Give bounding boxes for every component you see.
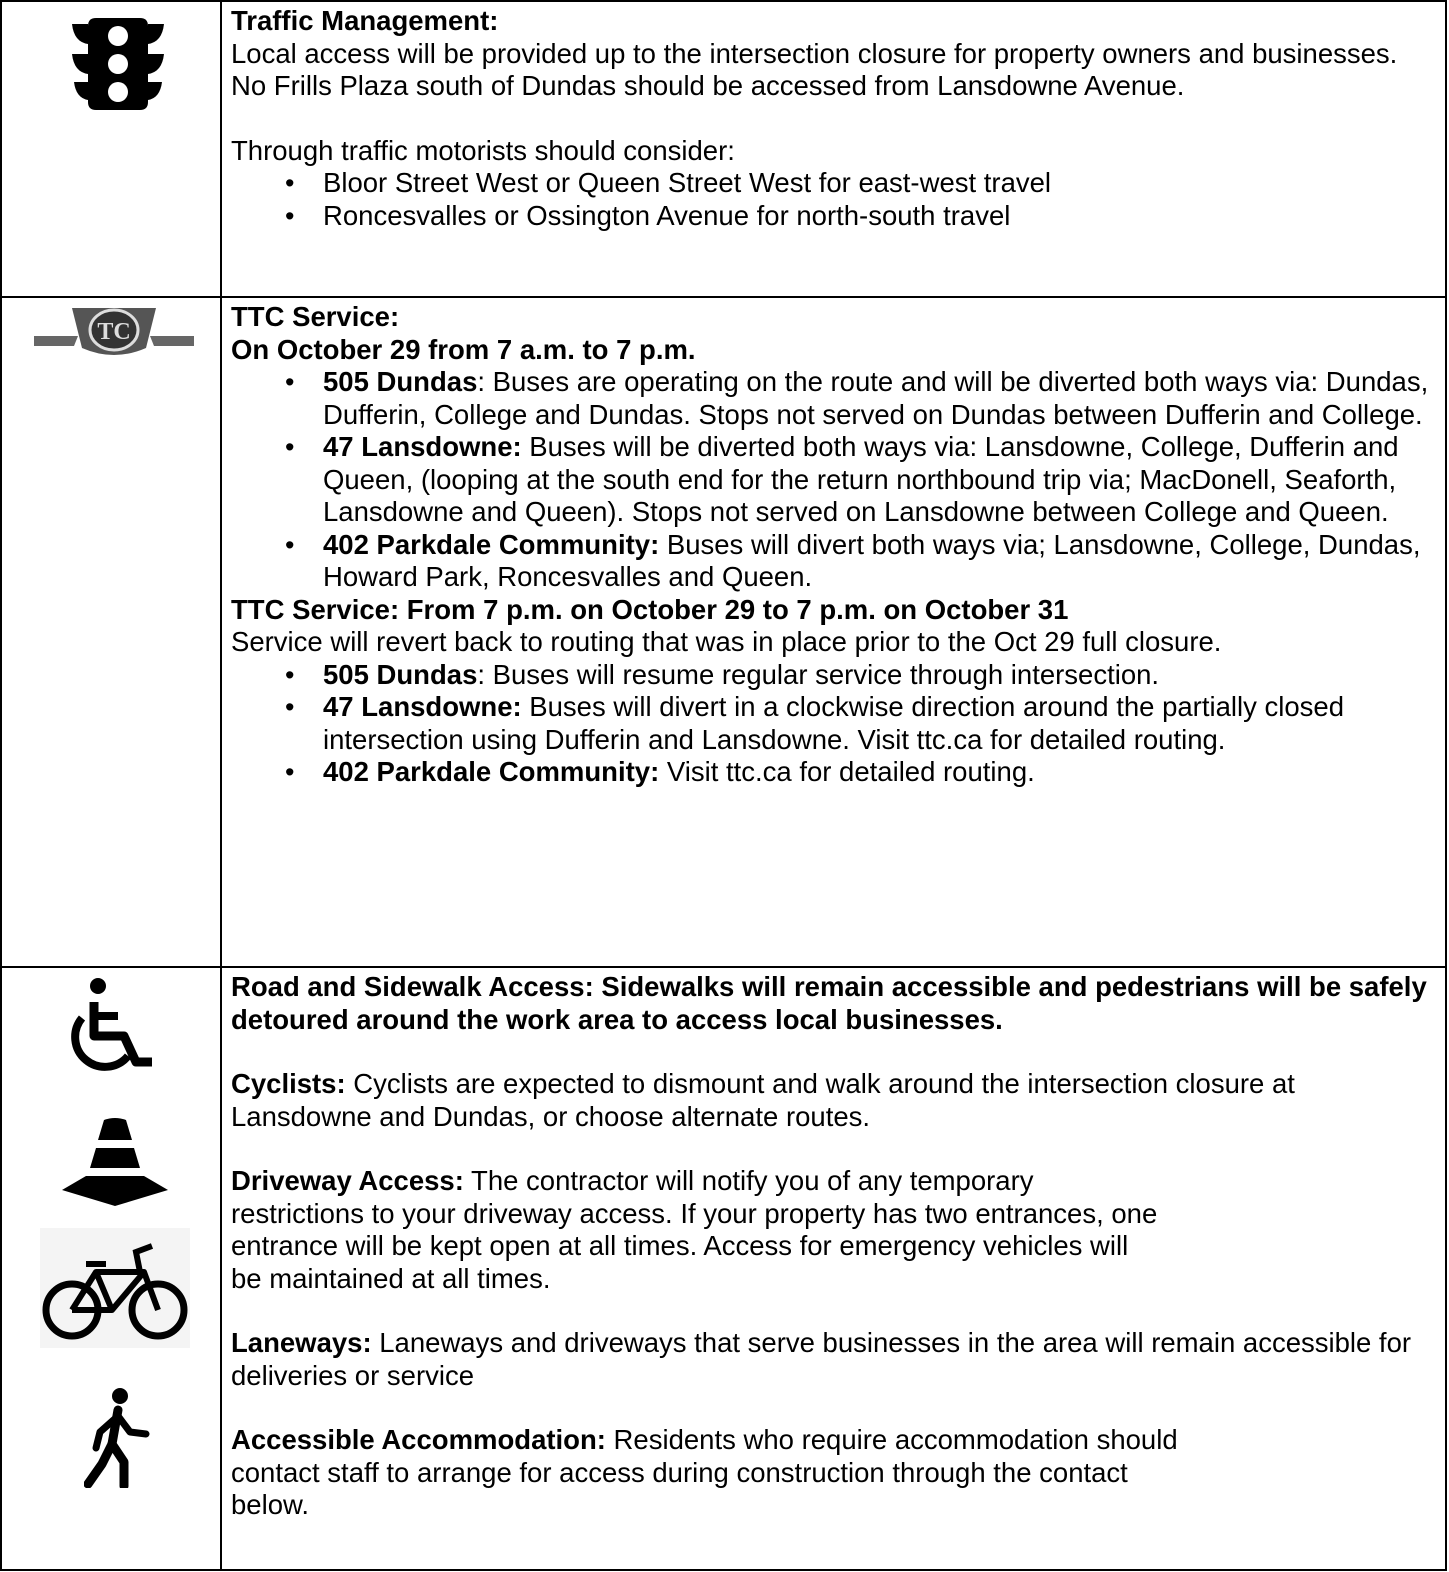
- bicycle-icon: [40, 1228, 190, 1348]
- ttc-list-2: [231, 659, 1437, 789]
- ttc-subheading-2: TTC Service: From 7 p.m. on October 29 to 7 p.m. on October 31: [231, 593, 1069, 625]
- accommodation-paragraph: Accessible Accommodation: Residents who require accommodation should contact staff to arrange for access during construction through the contact below.: [231, 1424, 1178, 1520]
- ttc-subheading-1: On October 29 from 7 a.m. to 7 p.m.: [231, 333, 696, 365]
- ttc-list-1: [231, 366, 1437, 594]
- access-content: [231, 971, 1437, 1522]
- ttc-revert-text: Service will revert back to routing that was in place prior to the Oct 29 full closure.: [231, 626, 1222, 657]
- ttc-heading: TTC Service:: [231, 301, 400, 332]
- list-item: • 47 Lansdowne: Buses will be diverted both ways via: Lansdowne, College, Dufferin and Queen, (looping at the south end for the return northbound trip via; MacDonell, Seaforth, Lansdowne and Queen). Stops not served on Lansdowne between College and Queen.: [323, 431, 1437, 529]
- laneways-paragraph: Laneways: Laneways and driveways that serve businesses in the area will remain accessible for deliveries or service: [231, 1327, 1412, 1391]
- traffic-row: [2, 0, 1445, 296]
- traffic-content: [231, 5, 1437, 232]
- list-item: • 505 Dundas: Buses will resume regular service through intersection.: [323, 659, 1437, 692]
- traffic-light-icon: [68, 14, 168, 114]
- list-item: • 402 Parkdale Community: Buses will divert both ways via; Lansdowne, College, Dundas, Howard Park, Roncesvalles and Queen.: [323, 529, 1437, 594]
- svg-text:TC: TC: [97, 319, 131, 345]
- traffic-consider: Through traffic motorists should consider:: [231, 134, 735, 166]
- access-icon-cell: [2, 968, 222, 1569]
- ttc-content: [231, 301, 1437, 789]
- driveway-paragraph: Driveway Access: The contractor will notify you of any temporary restrictions to your driveway access. If your property has two entrances, one entrance will be kept open at all times. Access for emergency vehicles will be maintained at all times.: [231, 1165, 1158, 1294]
- list-item: • 505 Dundas: Buses are operating on the route and will be diverted both ways via: Dundas, Dufferin, College and Dundas. Stops not served on Dundas between Dufferin and College.: [323, 366, 1437, 431]
- ttc-logo-icon: [32, 306, 196, 358]
- list-item: • Roncesvalles or Ossington Avenue for north-south travel: [323, 200, 1437, 233]
- cyclists-paragraph: Cyclists: Cyclists are expected to dismount and walk around the intersection closure at Lansdowne and Dundas, or choose alternate routes.: [231, 1068, 1295, 1132]
- traffic-paragraph: Local access will be provided up to the intersection closure for property owners and businesses. No Frills Plaza south of Dundas should be accessed from Lansdowne Avenue.: [231, 37, 1398, 101]
- list-item: • 402 Parkdale Community: Visit ttc.ca for detailed routing.: [323, 756, 1437, 789]
- list-item: • Bloor Street West or Queen Street West for east-west travel: [323, 167, 1437, 200]
- traffic-heading: Traffic Management:: [231, 5, 499, 36]
- pedestrian-icon: [84, 1388, 154, 1488]
- traffic-bullets: [231, 167, 1437, 232]
- traffic-cone-icon: [60, 1116, 170, 1206]
- ttc-icon-cell: [2, 298, 222, 966]
- wheelchair-icon: [60, 976, 160, 1076]
- list-item: • 47 Lansdowne: Buses will divert in a clockwise direction around the partially closed intersection using Dufferin and Lansdowne. Visit ttc.ca for detailed routing.: [323, 691, 1437, 756]
- access-row: [2, 966, 1445, 1571]
- access-heading: Road and Sidewalk Access: Sidewalks will remain accessible and pedestrians will be safely detoured around the work area to access local businesses.: [231, 971, 1427, 1035]
- ttc-row: [2, 296, 1445, 966]
- traffic-icon-cell: [2, 2, 222, 296]
